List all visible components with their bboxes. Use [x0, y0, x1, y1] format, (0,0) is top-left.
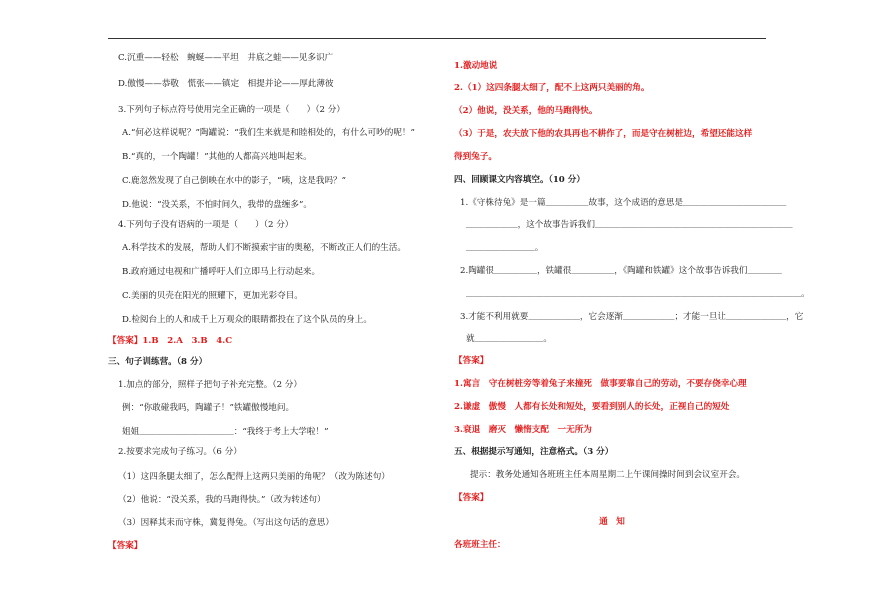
fill-3-line2: 就＿＿＿＿＿＿＿＿。	[466, 334, 552, 344]
s1-fill-line	[122, 426, 328, 438]
notice-title: 通 知	[599, 517, 625, 527]
answer-label-r2: 【答案】	[454, 493, 489, 503]
fill-2-line2: ＿＿＿＿＿＿＿＿＿＿＿＿＿＿＿＿＿＿＿＿＿＿＿＿＿＿＿＿＿＿＿＿＿＿＿＿＿＿＿。	[466, 289, 810, 299]
section-3-heading: 三、句子训练营。（8 分）	[108, 357, 208, 367]
q4-option-c: C.美丽的贝壳在阳光的照耀下，更加光彩夺目。	[122, 291, 303, 301]
s-question-2: 2.按要求完成句子练习。（6 分）	[118, 447, 242, 457]
q3-option-c: C.鹿忽然发现了自己倒映在水中的影子，“咦，这是我吗？”	[122, 176, 347, 186]
fill-2-line1: 2.陶罐很＿＿＿＿＿，铁罐很＿＿＿＿＿，《陶罐和铁罐》这个故事告诉我们＿＿＿＿	[460, 266, 782, 276]
answer-label-r: 【答案】	[454, 356, 489, 366]
fill-1-line3: ＿＿＿＿＿＿＿＿。	[466, 243, 544, 253]
notice-recipient: 各班班主任：	[454, 540, 506, 550]
answer-r4-line2: 得到兔子。	[454, 152, 497, 162]
answer-r4-line1: （3）于是，农夫放下他的农具再也不耕作了，而是守在树桩边，希望还能这样	[454, 129, 753, 139]
s1-blank: ＿＿＿＿＿＿＿＿＿＿＿	[139, 427, 234, 437]
s1-subject: 姐姐	[122, 427, 140, 437]
section-5-heading: 五、根据提示写通知，注意格式。（3 分）	[454, 447, 614, 457]
s2-item-1: （1）这四条腿太细了，怎么配得上这两只美丽的角呢？（改为陈述句）	[118, 472, 390, 482]
answer-label: 【答案】	[108, 336, 143, 346]
s1-rest: ：“我终于考上大学啦！”	[233, 427, 329, 437]
header-rule	[108, 38, 766, 39]
fill-1-line1: 1.《守株待兔》是一篇＿＿＿＿＿故事，这个成语的意思是＿＿＿＿＿＿＿＿＿＿＿＿	[460, 198, 787, 208]
s1-example: 例：“你敢碰我吗，陶罐子！”铁罐傲慢地问。	[122, 403, 295, 413]
answer-label-2: 【答案】	[108, 541, 143, 551]
s2-item-2: （2）他说：“没关系，我的马跑得快。”（改为转述句）	[118, 495, 326, 505]
question-4: 4.下列句子没有语病的一项是（ ）（2 分）	[118, 220, 294, 230]
q4-option-d: D.检阅台上的人和成千上万观众的眼睛都投在了这个队员的身上。	[122, 315, 372, 325]
q4-option-a: A.科学技术的发展，帮助人们不断摸索宇宙的奥秘，不断改正人们的生活。	[122, 243, 406, 253]
notice-hint: 提示：教务处通知各班班主任本周星期二上午课间操时间到会议室开会。	[470, 470, 746, 480]
question-3: 3.下列句子标点符号使用完全正确的一项是（ ）（2 分）	[118, 105, 345, 115]
answer-r2: 2.（1）这四条腿太细了，配不上这两只美丽的角。	[454, 83, 650, 93]
q3-option-b: B.“真的，一个陶罐！”其他的人都高兴地叫起来。	[122, 152, 312, 162]
s-question-1: 1.加点的部分，照样子把句子补充完整。（2 分）	[118, 380, 302, 390]
section-4-heading: 四、回顾课文内容填空。（10 分）	[454, 175, 585, 185]
option-c-q2: C.沉重——轻松 蜿蜒——平坦 井底之蛙——见多识广	[118, 53, 334, 63]
answer-r1: 1.激动地说	[454, 61, 498, 71]
answer-fill-1: 1.寓言 守在树桩旁等着兔子来撞死 做事要靠自己的劳动，不要存侥幸心理	[454, 379, 747, 389]
q4-option-b: B.政府通过电视和广播呼吁人们立即马上行动起来。	[122, 267, 321, 277]
answer-fill-3: 3.衰退 磨灭 懒惰支配 一无所为	[454, 425, 592, 435]
answer-r3: （2）他说，没关系，他的马跑得快。	[454, 106, 598, 116]
answer-fill-2: 2.谦虚 傲慢 人都有长处和短处，要看到别人的长处，正视自己的短处	[454, 402, 730, 412]
answer-values: 1.B 2.A 3.B 4.C	[142, 336, 233, 346]
option-d-q2: D.傲慢——恭敬 慌张——镇定 相提并论——厚此薄彼	[118, 79, 334, 89]
q3-option-d: D.他说：“没关系，不怕时间久，我带的盘缠多”。	[122, 200, 312, 210]
fill-1-line2: ＿＿＿＿＿＿，这个故事告诉我们＿＿＿＿＿＿＿＿＿＿＿＿＿＿＿＿＿＿＿＿＿＿＿	[466, 220, 793, 230]
q3-option-a: A.“何必这样说呢？”陶罐说：“我们生来就是和睦相处的，有什么可吵的呢！”	[122, 128, 415, 138]
fill-3-line1: 3.才能不利用就要＿＿＿＿＿＿，它会逐渐＿＿＿＿＿＿；才能一旦让＿＿＿＿＿＿＿，它	[460, 312, 804, 322]
answer-line	[108, 335, 232, 347]
s2-item-3: （3）因释其耒而守株，冀复得兔。（写出这句话的意思）	[118, 518, 335, 528]
